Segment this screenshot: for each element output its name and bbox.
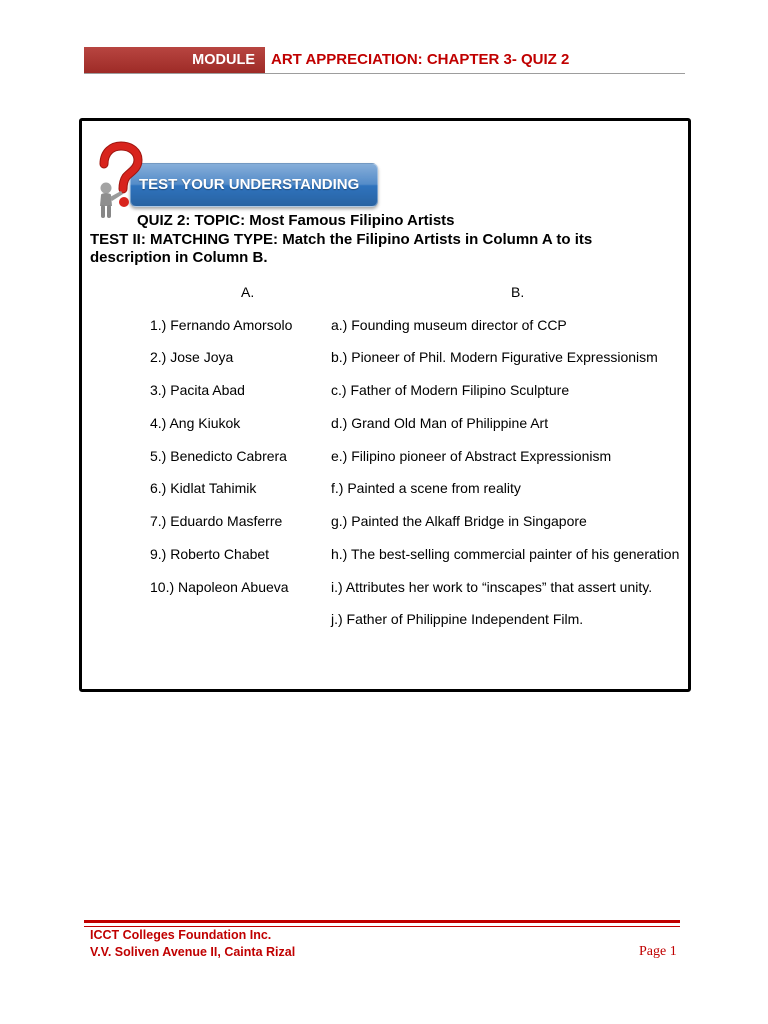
banner-text: TEST YOUR UNDERSTANDING — [139, 176, 360, 193]
column-b-list — [331, 309, 679, 637]
quiz-instructions — [90, 231, 592, 267]
module-label: MODULE — [192, 52, 255, 68]
description-item: d.) Grand Old Man of Philippine Art — [331, 414, 549, 431]
description-item: j.) Father of Philippine Independent Film. — [331, 611, 584, 628]
description-item: i.) Attributes her work to “inscapes” that assert unity. — [331, 578, 653, 595]
footer-address: V.V. Soliven Avenue II, Cainta Rizal — [90, 945, 296, 959]
quiz-topic: QUIZ 2: TOPIC: Most Famous Filipino Artists — [137, 212, 455, 229]
instruction-line: description in Column B. — [90, 249, 268, 266]
column-a-list — [150, 309, 292, 604]
description-item: g.) Painted the Alkaff Bridge in Singapore — [331, 513, 587, 530]
artist-item: 2.) Jose Joya — [150, 349, 234, 366]
description-item: b.) Pioneer of Phil. Modern Figurative Expressionism — [331, 349, 658, 366]
column-b-heading: B. — [511, 284, 525, 300]
test-banner — [130, 163, 378, 207]
module-header — [84, 47, 685, 74]
artist-item: 9.) Roberto Chabet — [150, 545, 270, 562]
artist-item: 1.) Fernando Amorsolo — [150, 316, 293, 333]
page-number: Page 1 — [639, 944, 677, 959]
artist-item: 7.) Eduardo Masferre — [150, 513, 283, 530]
footer-rule — [84, 920, 680, 927]
description-item: e.) Filipino pioneer of Abstract Expressionism — [331, 447, 612, 464]
question-mark-icon — [96, 142, 142, 222]
instruction-line: TEST II: MATCHING TYPE: Match the Filipino Artists in Column A to its — [90, 231, 593, 248]
chapter-title: ART APPRECIATION: CHAPTER 3- QUIZ 2 — [271, 51, 570, 68]
question-mark-glyph — [104, 146, 138, 189]
artist-item: 3.) Pacita Abad — [150, 382, 245, 399]
description-item: c.) Father of Modern Filipino Sculpture — [331, 382, 570, 399]
question-mark-dot — [119, 197, 129, 207]
description-item: h.) The best-selling commercial painter of his generation — [331, 545, 680, 562]
module-label-block — [84, 47, 265, 73]
column-a-heading: A. — [241, 284, 255, 300]
artist-item: 10.) Napoleon Abueva — [150, 578, 289, 595]
description-item: f.) Painted a scene from reality — [331, 480, 521, 497]
artist-item: 6.) Kidlat Tahimik — [150, 480, 257, 497]
footer-organization: ICCT Colleges Foundation Inc. — [90, 928, 272, 942]
quiz-box — [79, 118, 691, 692]
artist-item: 4.) Ang Kiukok — [150, 414, 241, 431]
artist-item: 5.) Benedicto Cabrera — [150, 447, 287, 464]
description-item: a.) Founding museum director of CCP — [331, 316, 567, 333]
